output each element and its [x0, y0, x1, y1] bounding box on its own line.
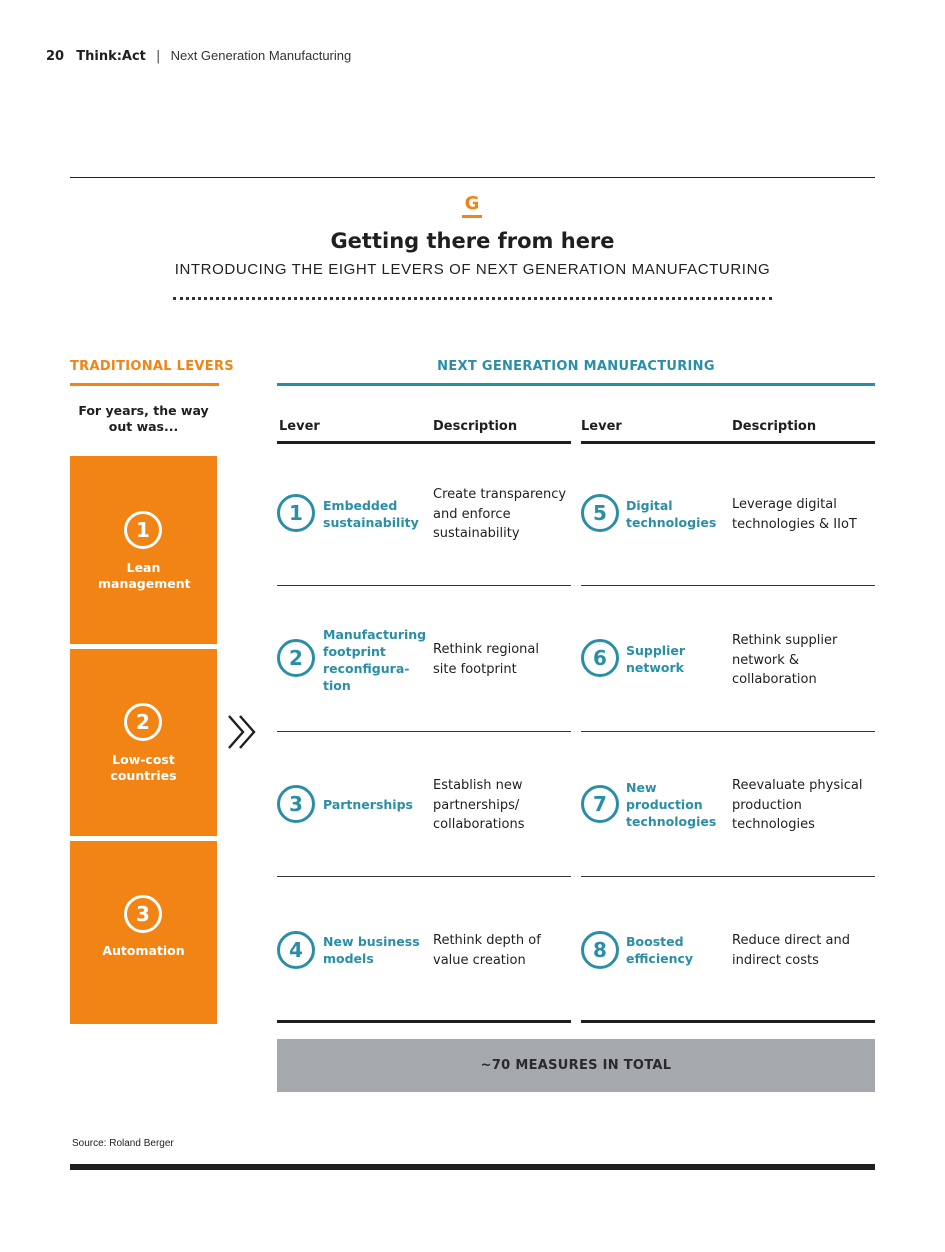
lever-description: Create transparency and enforce sustainability [433, 487, 567, 541]
lever-name: Manufacturing footprint reconfigura- tion [323, 627, 427, 693]
page-number: 20 [46, 49, 65, 64]
dotted-divider [173, 297, 772, 300]
traditional-lever-label: Low-cost countries [110, 752, 177, 783]
header-rule [277, 441, 571, 444]
traditional-intro: For years, the way out was... [78, 403, 209, 434]
lever-name: Boosted efficiency [626, 934, 694, 966]
brand-name: Think:Act [76, 49, 146, 64]
lever-description: Leverage digital technologies & IIoT [732, 497, 857, 532]
lever-number-badge: 4 [277, 931, 315, 969]
lever-number-badge: 6 [581, 639, 619, 677]
total-measures-text: ~70 MEASURES IN TOTAL [480, 1058, 672, 1073]
table-bottom-rule [581, 1020, 875, 1023]
lever-description: Rethink regional site footprint [433, 642, 539, 677]
top-divider [70, 177, 875, 178]
row-divider [277, 585, 571, 586]
row-divider [581, 731, 875, 732]
traditional-lever-label: Lean management [98, 560, 191, 591]
lever-description: Establish new partnerships/ collaborations [433, 778, 525, 832]
traditional-number-badge: 1 [124, 511, 162, 549]
lever-description: Rethink depth of value creation [433, 933, 541, 968]
lever-name: Digital technologies [626, 498, 717, 530]
column-header-lever: Lever [581, 419, 622, 434]
ngm-rule [277, 383, 875, 386]
lever-number-badge: 8 [581, 931, 619, 969]
column-header-description: Description [732, 419, 817, 434]
lever-name: New production technologies [626, 780, 717, 829]
source-note: Source: Roland Berger [72, 1138, 174, 1149]
lever-name: New business models [323, 934, 420, 966]
row-divider [581, 585, 875, 586]
total-measures-bar [277, 1039, 875, 1092]
traditional-lever-label: Automation [102, 943, 185, 958]
lever-name: Embedded sustainability [323, 498, 419, 530]
header-rule [581, 441, 875, 444]
publication-title: Next Generation Manufacturing [170, 48, 352, 63]
header-separator: | [156, 49, 161, 64]
row-divider [581, 876, 875, 877]
lever-name: Partnerships [323, 797, 413, 812]
column-header-description: Description [433, 419, 518, 434]
page-subtitle: INTRODUCING THE EIGHT LEVERS OF NEXT GENERATION MANUFACTURING [174, 261, 771, 278]
traditional-number-badge: 3 [124, 895, 162, 933]
lever-description: Reevaluate physical production technologies [732, 778, 863, 832]
ngm-label: NEXT GENERATION MANUFACTURING [437, 359, 715, 374]
double-chevron-right-icon [226, 714, 260, 750]
table-bottom-rule [277, 1020, 571, 1023]
section-letter: G [464, 193, 480, 214]
lever-description: Rethink supplier network & collaboration [732, 633, 838, 687]
traditional-lever-box [70, 456, 217, 644]
traditional-number-badge: 2 [124, 703, 162, 741]
row-divider [277, 876, 571, 877]
traditional-levers-rule [70, 383, 219, 386]
lever-number-badge: 2 [277, 639, 315, 677]
lever-number-badge: 1 [277, 494, 315, 532]
lever-description: Reduce direct and indirect costs [732, 933, 850, 968]
row-divider [277, 731, 571, 732]
traditional-lever-box [70, 841, 217, 1024]
page-header [46, 48, 351, 64]
lever-number-badge: 5 [581, 494, 619, 532]
column-header-lever: Lever [279, 419, 320, 434]
section-letter-underline [462, 215, 482, 218]
lever-number-badge: 7 [581, 785, 619, 823]
traditional-levers-label: TRADITIONAL LEVERS [70, 359, 234, 374]
traditional-lever-box [70, 649, 217, 836]
footer-rule [70, 1164, 875, 1170]
page-title: Getting there from here [330, 229, 615, 253]
lever-number-badge: 3 [277, 785, 315, 823]
lever-name: Supplier network [626, 643, 686, 675]
